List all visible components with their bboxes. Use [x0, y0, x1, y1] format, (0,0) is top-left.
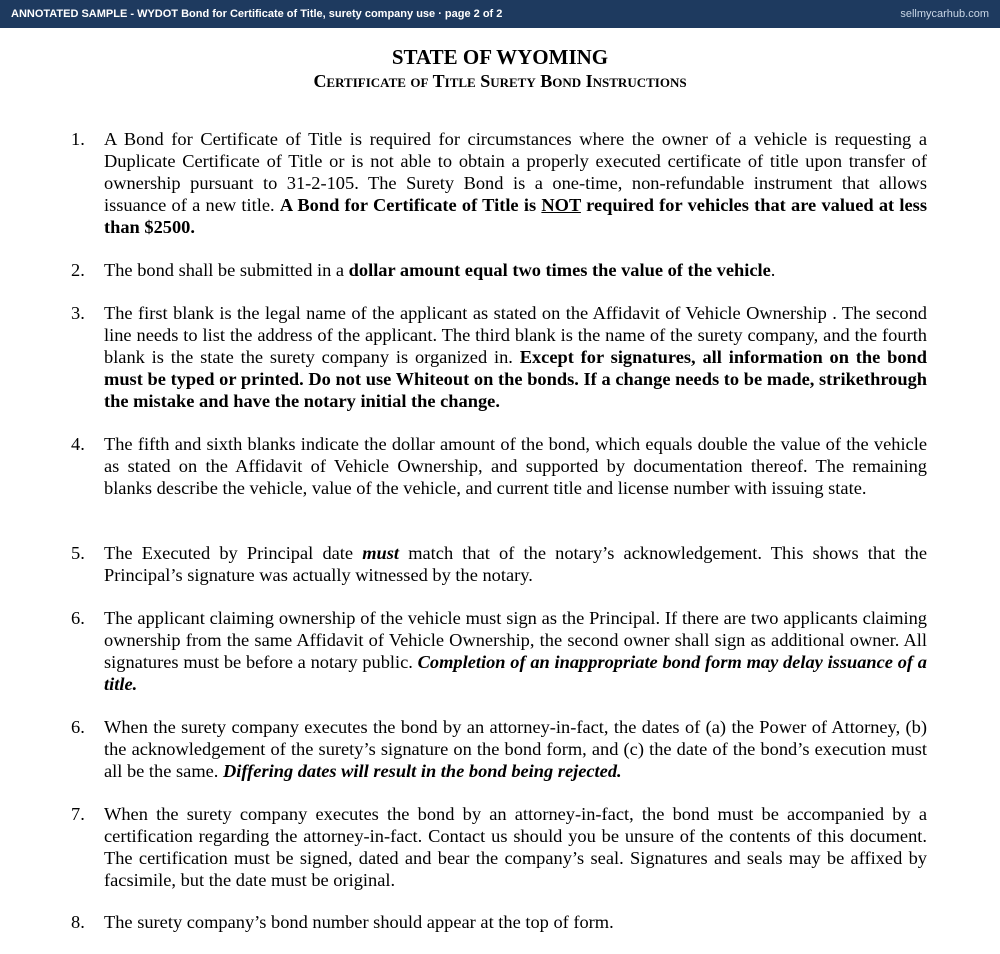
item-number: 1.: [71, 129, 85, 149]
item-bold-text: A Bond for Certificate of Title is: [279, 195, 542, 215]
item-number: 3.: [71, 303, 85, 323]
site-link[interactable]: sellmycarhub.com: [900, 8, 989, 20]
item-text: [104, 716, 927, 782]
item-text: [104, 911, 927, 933]
item-text-run: When the surety company executes the bond by an attorney-in-fact, the dates of (a) the Power of Attorney, (b) the acknowledgement of the surety’s signature on the bond form, and (c) the date of the bond’s execution must all be the same.: [104, 717, 927, 781]
item-emphasis-text: must: [362, 543, 400, 563]
item-text-run: The bond shall be submitted in a: [104, 260, 349, 280]
item-text-run: A Bond for Certificate of Title is required for circumstances where the owner of a vehicle is requesting a Duplicate Certificate of Title or is not able to obtain a properly executed certificate of title upon transfer of ownership pursuant to 31-2-105. The Surety Bond is a one-time, non-refundable instrument that allows issuance of a new title.: [104, 129, 927, 215]
item-text: [104, 259, 927, 281]
item-underlined-text: NOT: [541, 195, 581, 215]
item-text-run: The Executed by Principal date: [104, 543, 363, 563]
item-text-run: The first blank is the legal name of the applicant as stated on the Affidavit of Vehicle Ownership . The second line needs to list the address of the applicant. The third blank is the name of the surety company, and the fourth blank is the state the surety company is organized in.: [104, 303, 927, 367]
item-text-run: The surety company’s bond number should appear at the top of form.: [104, 912, 614, 932]
banner-title: ANNOTATED SAMPLE - WYDOT Bond for Certificate of Title, surety company use · page 2 of 2: [11, 8, 503, 20]
item-number: 6.: [71, 717, 85, 737]
item-text: [104, 128, 927, 238]
item-text-run: The fifth and sixth blanks indicate the dollar amount of the bond, which equals double the value of the vehicle as stated on the Affidavit of Vehicle Ownership, and supported by documentation thereof. The remaining blanks describe the vehicle, value of the vehicle, and current title and license number with issuing state.: [104, 434, 927, 498]
item-number: 7.: [71, 804, 85, 824]
item-text-run: .: [770, 260, 776, 280]
item-text: [104, 803, 927, 891]
item-number: 2.: [71, 260, 85, 280]
document-subtitle: Certificate of Title Surety Bond Instructions: [313, 71, 687, 91]
item-bold-text: dollar amount equal two times the value of the vehicle: [348, 260, 771, 280]
document-title: STATE OF WYOMING: [391, 45, 609, 69]
item-text: [104, 433, 927, 499]
item-text-run: When the surety company executes the bond by an attorney-in-fact, the bond must be accompanied by a certification regarding the attorney-in-fact. Contact us should you be unsure of the contents of this document. The certification must be signed, dated and bear the company’s seal. Signatures and seals may be affixed by facsimile, but the date must be original.: [104, 804, 927, 890]
item-number: 6.: [71, 608, 85, 628]
item-text: [104, 302, 927, 412]
item-bold-text: Except for signatures, all information on the bond must be typed or printed. Do not use Whiteout on the bonds. If a change needs to be made, strikethrough the mistake and have the notary initial the change.: [104, 347, 927, 411]
item-emphasis-text: Completion of an inappropriate bond form may delay issuance of a title.: [104, 652, 927, 694]
top-banner: [0, 0, 1000, 28]
item-emphasis-text: Differing dates will result in the bond being rejected.: [222, 761, 622, 781]
item-number: 4.: [71, 434, 85, 454]
item-number: 8.: [71, 912, 85, 932]
item-number: 5.: [71, 543, 85, 563]
item-bold-text: required for vehicles that are valued at less than $2500.: [104, 195, 927, 237]
item-text-run: match that of the notary’s acknowledgement. This shows that the Principal’s signature was actually witnessed by the notary.: [104, 543, 927, 585]
item-text: [104, 542, 927, 586]
item-text-run: The applicant claiming ownership of the vehicle must sign as the Principal. If there are two applicants claiming ownership from the same Affidavit of Vehicle Ownership, the second owner shall sign as additional owner. All signatures must be before a notary public.: [104, 608, 927, 672]
item-text: [104, 607, 927, 695]
